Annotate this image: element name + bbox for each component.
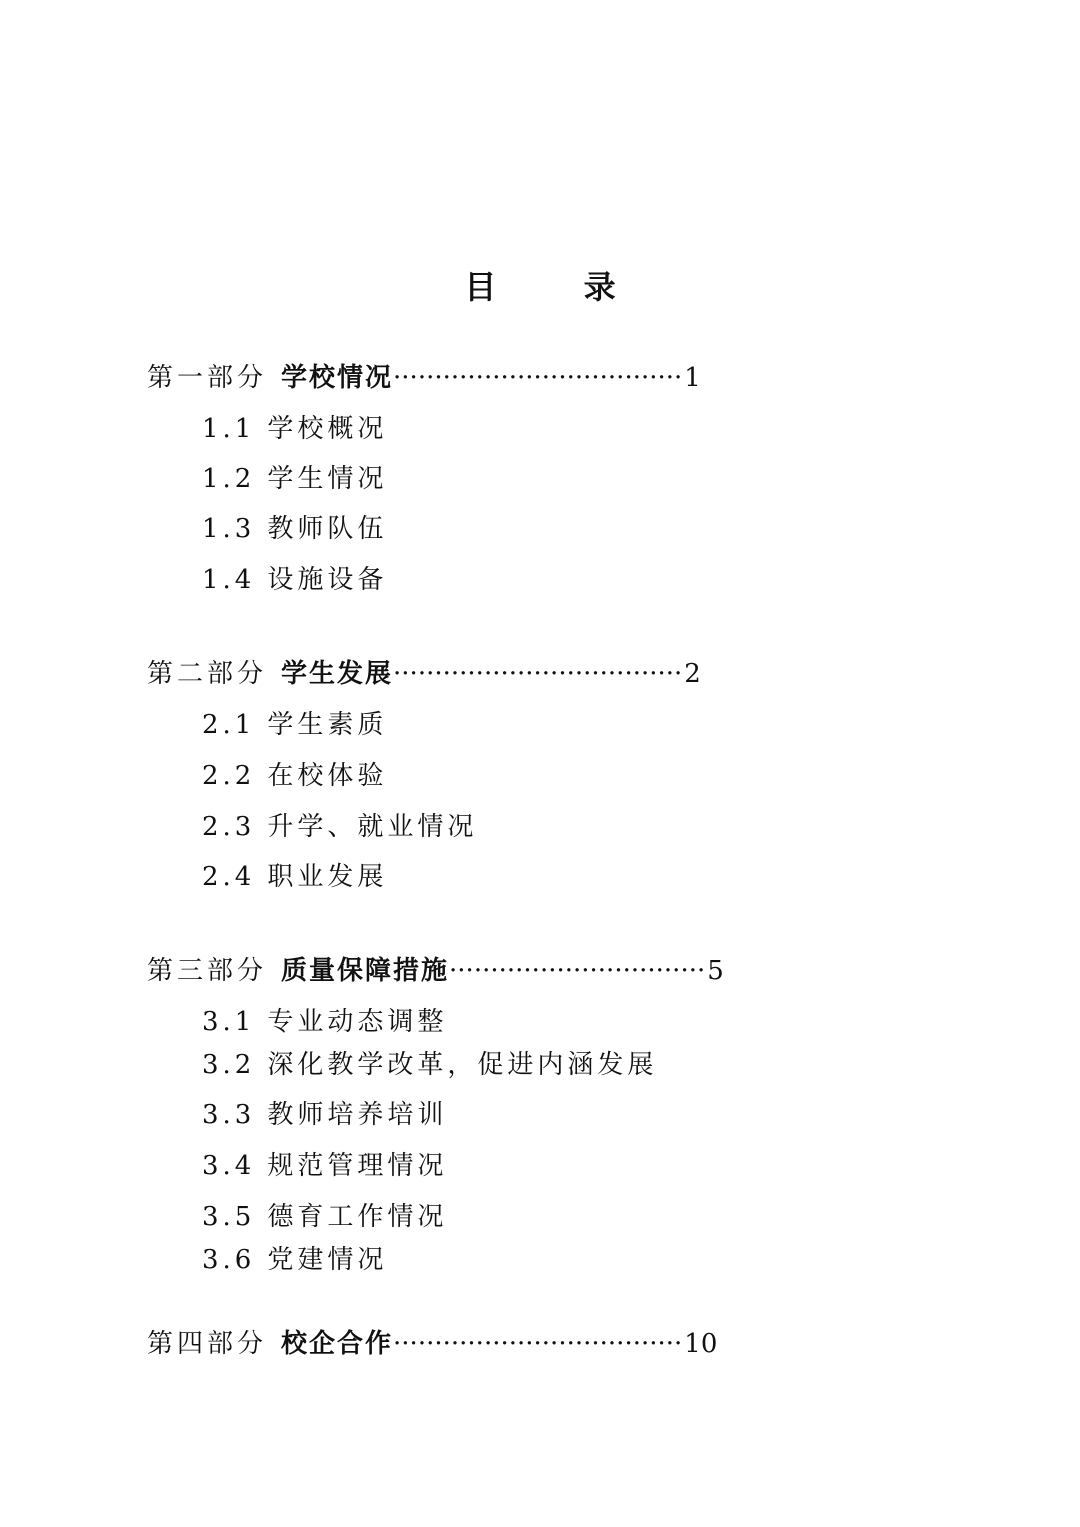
part-name: 学生发展	[281, 659, 394, 689]
toc-part-2[interactable]	[147, 653, 701, 689]
part-name: 校企合作	[281, 1329, 394, 1359]
toc-section-2-1[interactable]	[202, 704, 387, 741]
section-number: 1.3	[202, 514, 256, 544]
toc-section-3-2[interactable]	[202, 1044, 657, 1081]
section-title: 教师培养培训	[267, 1100, 448, 1130]
dot-leader: ···································	[393, 1329, 683, 1359]
section-title: 学校概况	[267, 414, 388, 444]
toc-part-1[interactable]	[147, 357, 701, 393]
toc-section-3-4[interactable]	[202, 1145, 447, 1182]
section-title: 规范管理情况	[267, 1151, 448, 1181]
dot-leader: ·······························	[449, 956, 706, 986]
section-title: 党建情况	[267, 1245, 388, 1275]
section-number: 2.3	[202, 812, 256, 842]
part-name: 质量保障措施	[281, 956, 450, 986]
section-title: 德育工作情况	[267, 1202, 448, 1232]
dot-leader: ···································	[393, 659, 683, 689]
section-number: 3.5	[202, 1202, 256, 1232]
part-prefix: 第一部分	[147, 363, 268, 393]
section-title: 专业动态调整	[267, 1007, 448, 1037]
section-number: 1.4	[202, 565, 256, 595]
section-title: 升学、就业情况	[267, 812, 478, 842]
toc-part-3[interactable]	[147, 950, 724, 986]
page-number: 2	[684, 659, 701, 689]
toc-title: 目 录	[464, 268, 654, 306]
toc-section-3-3[interactable]	[202, 1094, 447, 1131]
part-name: 学校情况	[281, 363, 394, 393]
section-title: 职业发展	[267, 862, 388, 892]
page-number: 1	[684, 363, 701, 393]
toc-part-4[interactable]	[147, 1323, 717, 1359]
part-prefix: 第二部分	[147, 659, 268, 689]
section-number: 3.3	[202, 1100, 256, 1130]
section-number: 3.6	[202, 1245, 256, 1275]
section-number: 3.2	[202, 1050, 256, 1080]
section-title: 设施设备	[267, 565, 388, 595]
page-number: 10	[684, 1329, 718, 1359]
page-number: 5	[707, 956, 724, 986]
part-prefix: 第四部分	[147, 1329, 268, 1359]
toc-section-1-1[interactable]	[202, 408, 387, 445]
section-number: 1.1	[202, 414, 256, 444]
section-number: 3.1	[202, 1007, 256, 1037]
toc-section-3-1[interactable]	[202, 1001, 447, 1038]
toc-section-1-4[interactable]	[202, 559, 387, 596]
toc-section-2-4[interactable]	[202, 856, 387, 893]
section-title: 在校体验	[267, 761, 388, 791]
section-number: 3.4	[202, 1151, 256, 1181]
section-title: 学生素质	[267, 710, 388, 740]
part-prefix: 第三部分	[147, 956, 268, 986]
toc-section-2-3[interactable]	[202, 806, 477, 843]
section-title: 教师队伍	[267, 514, 388, 544]
section-number: 1.2	[202, 464, 256, 494]
section-title: 深化教学改革，促进内涵发展	[267, 1050, 658, 1080]
section-title: 学生情况	[267, 464, 388, 494]
section-number: 2.1	[202, 710, 256, 740]
dot-leader: ···································	[393, 363, 683, 393]
toc-section-1-3[interactable]	[202, 508, 387, 545]
section-number: 2.4	[202, 862, 256, 892]
toc-section-3-5[interactable]	[202, 1196, 447, 1233]
toc-section-3-6[interactable]	[202, 1239, 387, 1276]
toc-section-1-2[interactable]	[202, 458, 387, 495]
toc-section-2-2[interactable]	[202, 755, 387, 792]
section-number: 2.2	[202, 761, 256, 791]
